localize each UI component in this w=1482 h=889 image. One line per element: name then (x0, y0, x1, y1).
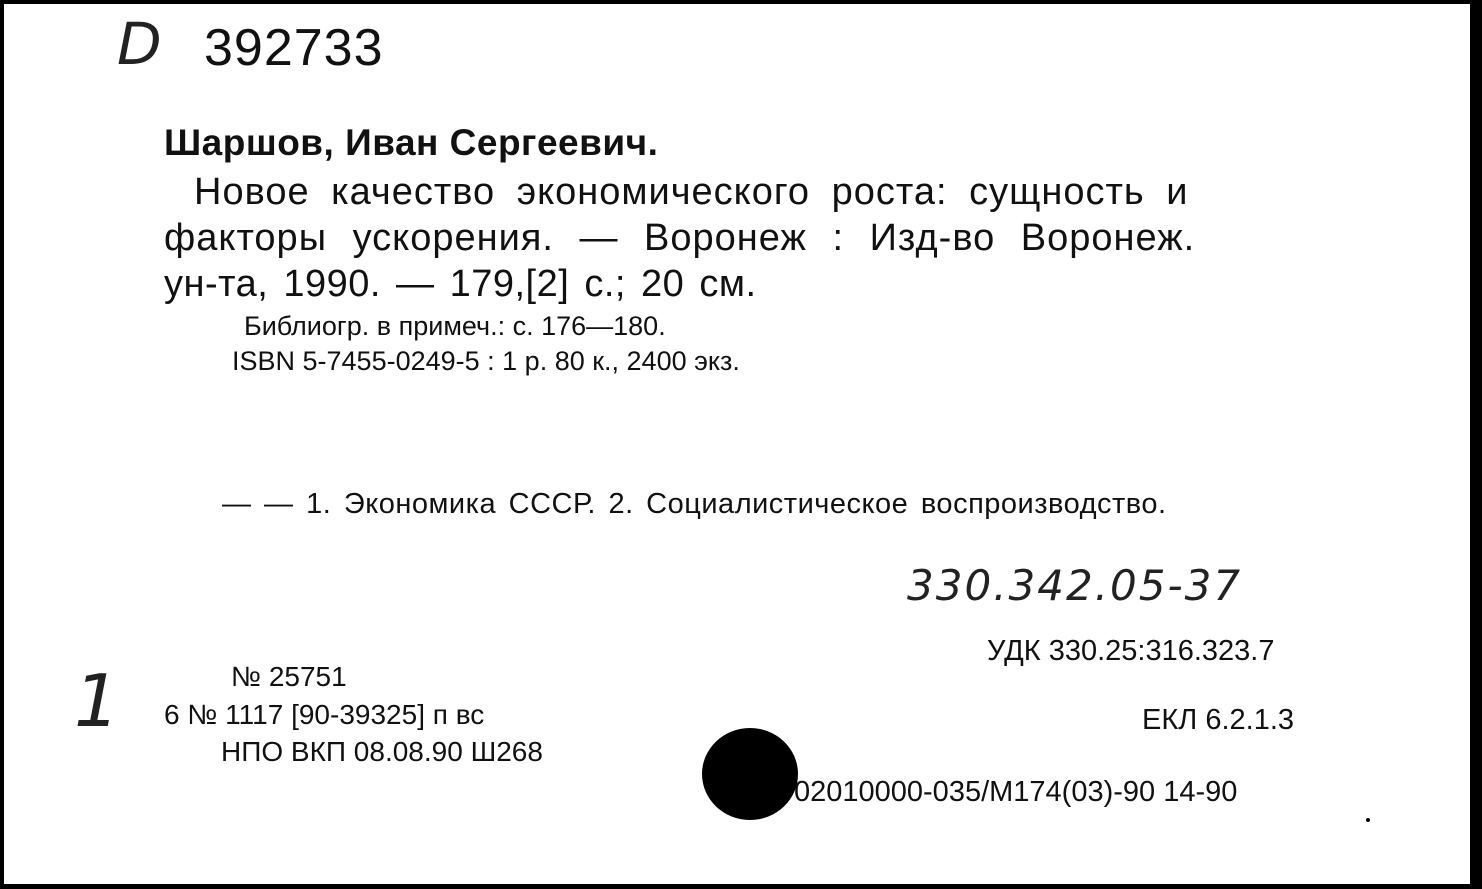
subject-headings: — — 1. Экономика СССР. 2. Социалистическое воспроизводство. (222, 488, 1167, 520)
udk-code: УДК 330.25:316.323.7 (987, 635, 1275, 667)
print-order: 6 № 1117 [90-39325] п вс (164, 699, 485, 730)
call-number: 392733 (204, 19, 384, 77)
catalog-card (4, 4, 1474, 884)
bibliography-note: Библиогр. в примеч.: с. 176—180. (244, 311, 666, 341)
classification-handwritten: 330.342.05-37 (907, 561, 1243, 610)
author-name: Шаршов, Иван Сергеевич. (164, 122, 659, 163)
title-line-3: ун-та, 1990. — 179,[2] с.; 20 см. (164, 263, 757, 305)
publisher-stamp: НПО ВКП 08.08.90 Ш268 (221, 736, 543, 767)
title-line-1: Новое качество экономического роста: сущность и (194, 171, 1189, 213)
title-line-2: факторы ускорения. — Воронеж : Изд-во Воронеж. (164, 217, 1196, 259)
ink-speck (1366, 818, 1370, 822)
hole-punch (702, 728, 798, 820)
ekl-code: ЕКЛ 6.2.1.3 (1142, 704, 1295, 736)
inventory-number: № 25751 (231, 661, 347, 692)
publication-code: 02010000-035/М174(03)-90 14-90 (794, 776, 1238, 808)
isbn-line: ISBN 5-7455-0249-5 : 1 р. 80 к., 2400 экз. (232, 346, 740, 376)
margin-mark: 1 (74, 659, 120, 743)
call-mark: D (117, 10, 162, 78)
